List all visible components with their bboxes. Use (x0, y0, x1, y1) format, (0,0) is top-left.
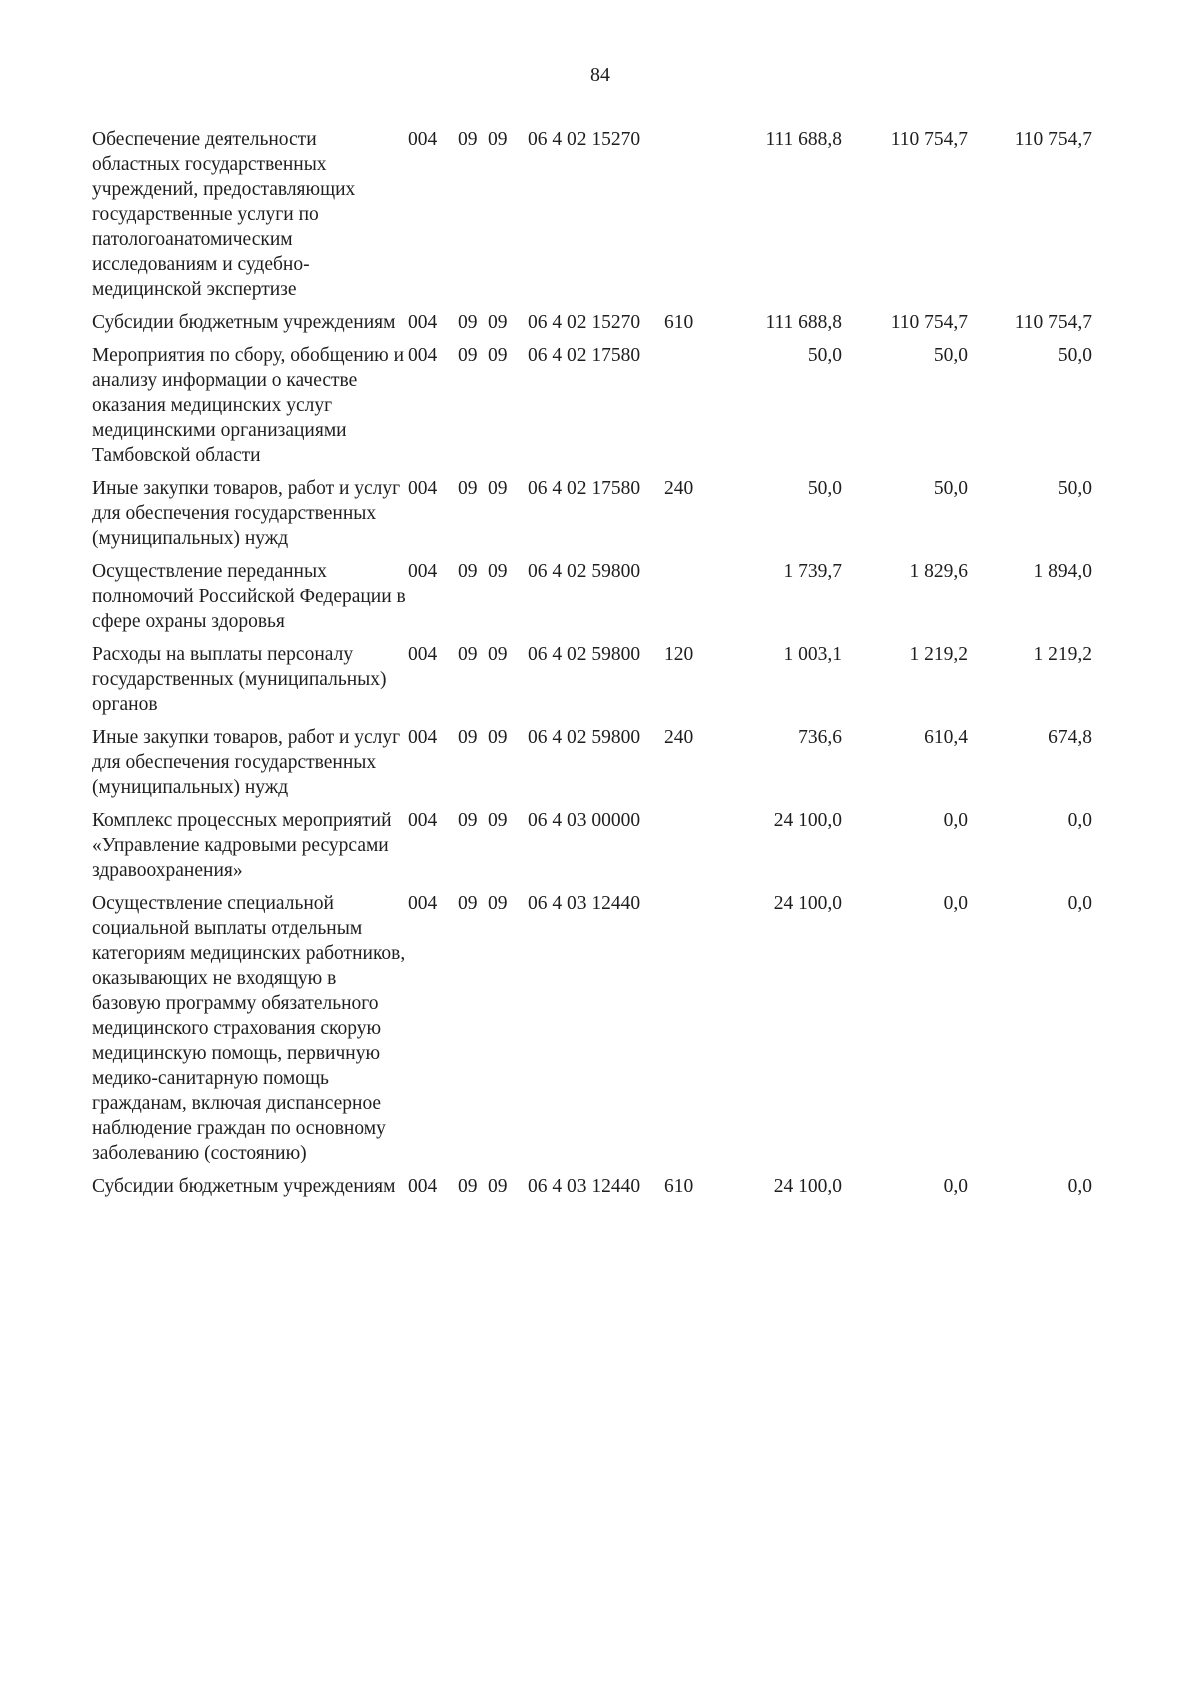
budget-table (92, 127, 1092, 1207)
subsection-code: 09 (488, 561, 508, 582)
subsection-code: 09 (488, 727, 508, 748)
section-code: 09 (458, 893, 478, 914)
ved-code: 004 (408, 561, 438, 582)
amount-year-3: 50,0 (1057, 345, 1092, 366)
amount-year-2: 50,0 (933, 478, 968, 499)
amount-year-3: 1 894,0 (1033, 561, 1092, 582)
target-article-code: 06 4 02 59800 (528, 727, 641, 748)
amount-year-2: 1 219,2 (909, 644, 968, 665)
amount-year-1: 736,6 (798, 727, 842, 748)
ved-code: 004 (408, 810, 438, 831)
ved-code: 004 (408, 727, 438, 748)
amount-year-2: 0,0 (943, 893, 968, 914)
ved-code: 004 (408, 345, 438, 366)
table-row (92, 891, 1092, 1174)
amount-year-2: 0,0 (943, 1176, 968, 1197)
expense-type-code (664, 559, 714, 642)
row-name: Комплекс процессных мероприятий «Управление кадровыми ресурсами здравоохранения» (92, 810, 392, 881)
ved-code: 004 (408, 1176, 438, 1197)
row-name: Мероприятия по сбору, обобщению и анализу информации о качестве оказания медицинских услуг медицинскими организациями Тамбовской области (92, 345, 405, 466)
amount-year-1: 24 100,0 (773, 893, 842, 914)
row-name: Осуществление специальной социальной выплаты отдельным категориям медицинских работников, оказывающих не входящую в базовую программу обязательного медицинского страхования скорую медицинскую помощь, первичную медико-санитарную помощь гражданам, включая диспансерное наблюдение граждан по основному заболеванию (состоянию) (92, 893, 406, 1164)
section-code: 09 (458, 1176, 478, 1197)
subsection-code: 09 (488, 129, 508, 150)
ved-code: 004 (408, 478, 438, 499)
subsection-code: 09 (488, 893, 508, 914)
expense-type-code (664, 808, 714, 891)
table-row (92, 725, 1092, 808)
ved-code: 004 (408, 893, 438, 914)
section-code: 09 (458, 810, 478, 831)
section-code: 09 (458, 129, 478, 150)
ved-code: 004 (408, 129, 438, 150)
amount-year-1: 1 739,7 (783, 561, 842, 582)
expense-type-code: 610 (664, 312, 694, 333)
target-article-code: 06 4 03 00000 (528, 810, 641, 831)
amount-year-2: 110 754,7 (890, 312, 968, 333)
table-row (92, 127, 1092, 310)
subsection-code: 09 (488, 644, 508, 665)
subsection-code: 09 (488, 345, 508, 366)
amount-year-2: 610,4 (924, 727, 968, 748)
expense-type-code: 240 (664, 478, 694, 499)
amount-year-3: 674,8 (1048, 727, 1092, 748)
target-article-code: 06 4 03 12440 (528, 1176, 641, 1197)
target-article-code: 06 4 02 17580 (528, 478, 641, 499)
amount-year-2: 0,0 (943, 810, 968, 831)
subsection-code: 09 (488, 312, 508, 333)
target-article-code: 06 4 02 59800 (528, 561, 641, 582)
target-article-code: 06 4 02 15270 (528, 129, 641, 150)
row-name: Субсидии бюджетным учреждениям (92, 312, 396, 333)
section-code: 09 (458, 561, 478, 582)
ved-code: 004 (408, 312, 438, 333)
amount-year-3: 50,0 (1057, 478, 1092, 499)
amount-year-3: 110 754,7 (1014, 312, 1092, 333)
expense-type-code: 610 (664, 1176, 694, 1197)
amount-year-1: 24 100,0 (773, 1176, 842, 1197)
table-row (92, 559, 1092, 642)
expense-type-code: 120 (664, 644, 694, 665)
amount-year-1: 111 688,8 (765, 312, 842, 333)
table-row (92, 476, 1092, 559)
section-code: 09 (458, 478, 478, 499)
row-name: Субсидии бюджетным учреждениям (92, 1176, 396, 1197)
row-name: Осуществление переданных полномочий Российской Федерации в сфере охраны здоровья (92, 561, 406, 632)
section-code: 09 (458, 644, 478, 665)
section-code: 09 (458, 345, 478, 366)
table-row (92, 1174, 1092, 1207)
row-name: Иные закупки товаров, работ и услуг для обеспечения государственных (муниципальных) нужд (92, 478, 401, 549)
amount-year-2: 110 754,7 (890, 129, 968, 150)
expense-type-code (664, 891, 714, 1174)
ved-code: 004 (408, 644, 438, 665)
section-code: 09 (458, 727, 478, 748)
row-name: Расходы на выплаты персоналу государственных (муниципальных) органов (92, 644, 387, 715)
amount-year-1: 1 003,1 (783, 644, 842, 665)
table-row (92, 310, 1092, 343)
target-article-code: 06 4 02 59800 (528, 644, 641, 665)
table-row (92, 642, 1092, 725)
amount-year-2: 50,0 (933, 345, 968, 366)
expense-type-code (664, 127, 714, 310)
amount-year-3: 0,0 (1067, 810, 1092, 831)
subsection-code: 09 (488, 810, 508, 831)
amount-year-1: 24 100,0 (773, 810, 842, 831)
amount-year-1: 111 688,8 (765, 129, 842, 150)
table-row (92, 343, 1092, 476)
target-article-code: 06 4 02 17580 (528, 345, 641, 366)
expense-type-code: 240 (664, 727, 694, 748)
amount-year-3: 110 754,7 (1014, 129, 1092, 150)
amount-year-1: 50,0 (807, 478, 842, 499)
row-name: Иные закупки товаров, работ и услуг для обеспечения государственных (муниципальных) нужд (92, 727, 401, 798)
section-code: 09 (458, 312, 478, 333)
target-article-code: 06 4 02 15270 (528, 312, 641, 333)
subsection-code: 09 (488, 478, 508, 499)
subsection-code: 09 (488, 1176, 508, 1197)
target-article-code: 06 4 03 12440 (528, 893, 641, 914)
amount-year-1: 50,0 (807, 345, 842, 366)
row-name: Обеспечение деятельности областных государственных учреждений, предоставляющих государственные услуги по патологоанатомическим исследованиям и судебно-медицинской экспертизе (92, 129, 356, 300)
amount-year-2: 1 829,6 (909, 561, 968, 582)
page-number: 84 (590, 64, 610, 86)
table-row (92, 808, 1092, 891)
amount-year-3: 0,0 (1067, 1176, 1092, 1197)
amount-year-3: 0,0 (1067, 893, 1092, 914)
amount-year-3: 1 219,2 (1033, 644, 1092, 665)
expense-type-code (664, 343, 714, 476)
